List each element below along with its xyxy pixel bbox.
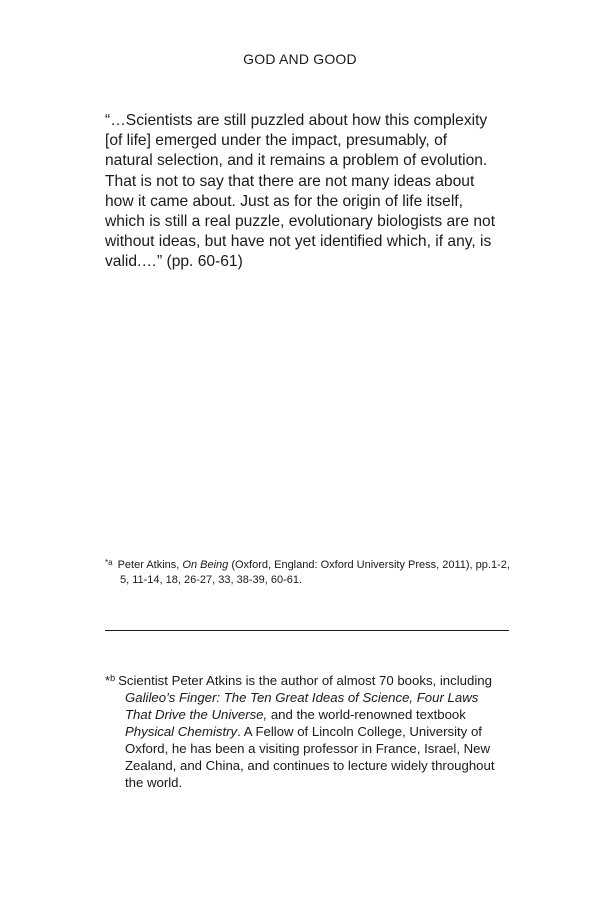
- footnote-b-line: Zealand, and China, and continues to lecture widely throughout: [125, 758, 495, 773]
- footnote-a: [105, 555, 515, 588]
- footnote-b-line: That Drive the Universe, and the world-renowned textbook: [125, 707, 466, 722]
- quote-line: how it came about. Just as for the origin of life itself,: [105, 192, 463, 210]
- footnote-a-pages: 5, 11-14, 18, 26-27, 33, 38-39, 60-61.: [120, 574, 303, 586]
- footnote-a-title: On Being: [182, 559, 229, 571]
- quote-line: which is still a real puzzle, evolutionary biologists are not: [105, 213, 496, 231]
- footnote-b-marker: *$^b$: [105, 673, 116, 688]
- block-quote: [105, 111, 515, 273]
- quote-line: [of life] emerged under the impact, presumably, of: [105, 132, 448, 150]
- footnote-a-line: [105, 555, 515, 573]
- running-head: GOD AND GOOD: [243, 51, 357, 67]
- footnote-b-line: the world.: [125, 775, 183, 790]
- quote-line: That is not to say that there are not many ideas about: [105, 172, 475, 190]
- footnote-b-line: Oxford, he has been a visiting professor in France, Israel, New: [125, 741, 491, 756]
- footnote-a-author: Peter Atkins,: [117, 559, 183, 571]
- footnote-b: [105, 670, 515, 791]
- quote-line: valid.…” (pp. 60-61): [105, 253, 243, 271]
- footnote-b-line: Galileo’s Finger: The Ten Great Ideas of Science, Four Laws: [125, 690, 479, 705]
- quote-line: “…Scientists are still puzzled about how this complexity: [105, 112, 488, 129]
- quote-line: without ideas, but have not yet identified which, if any, is: [105, 233, 492, 251]
- footnote-a-marker: *a: [105, 558, 113, 567]
- quote-line: natural selection, and it remains a problem of evolution.: [105, 152, 488, 170]
- footnote-b-line: *$^b$ Scientist Peter Atkins is the author of almost 70 books, including: [105, 673, 492, 688]
- footnote-b-line: Physical Chemistry. A Fellow of Lincoln College, University of: [125, 724, 482, 739]
- footnote-divider: [105, 630, 509, 631]
- footnote-a-citation: (Oxford, England: Oxford University Press, 2011), pp.1-2,: [228, 559, 510, 571]
